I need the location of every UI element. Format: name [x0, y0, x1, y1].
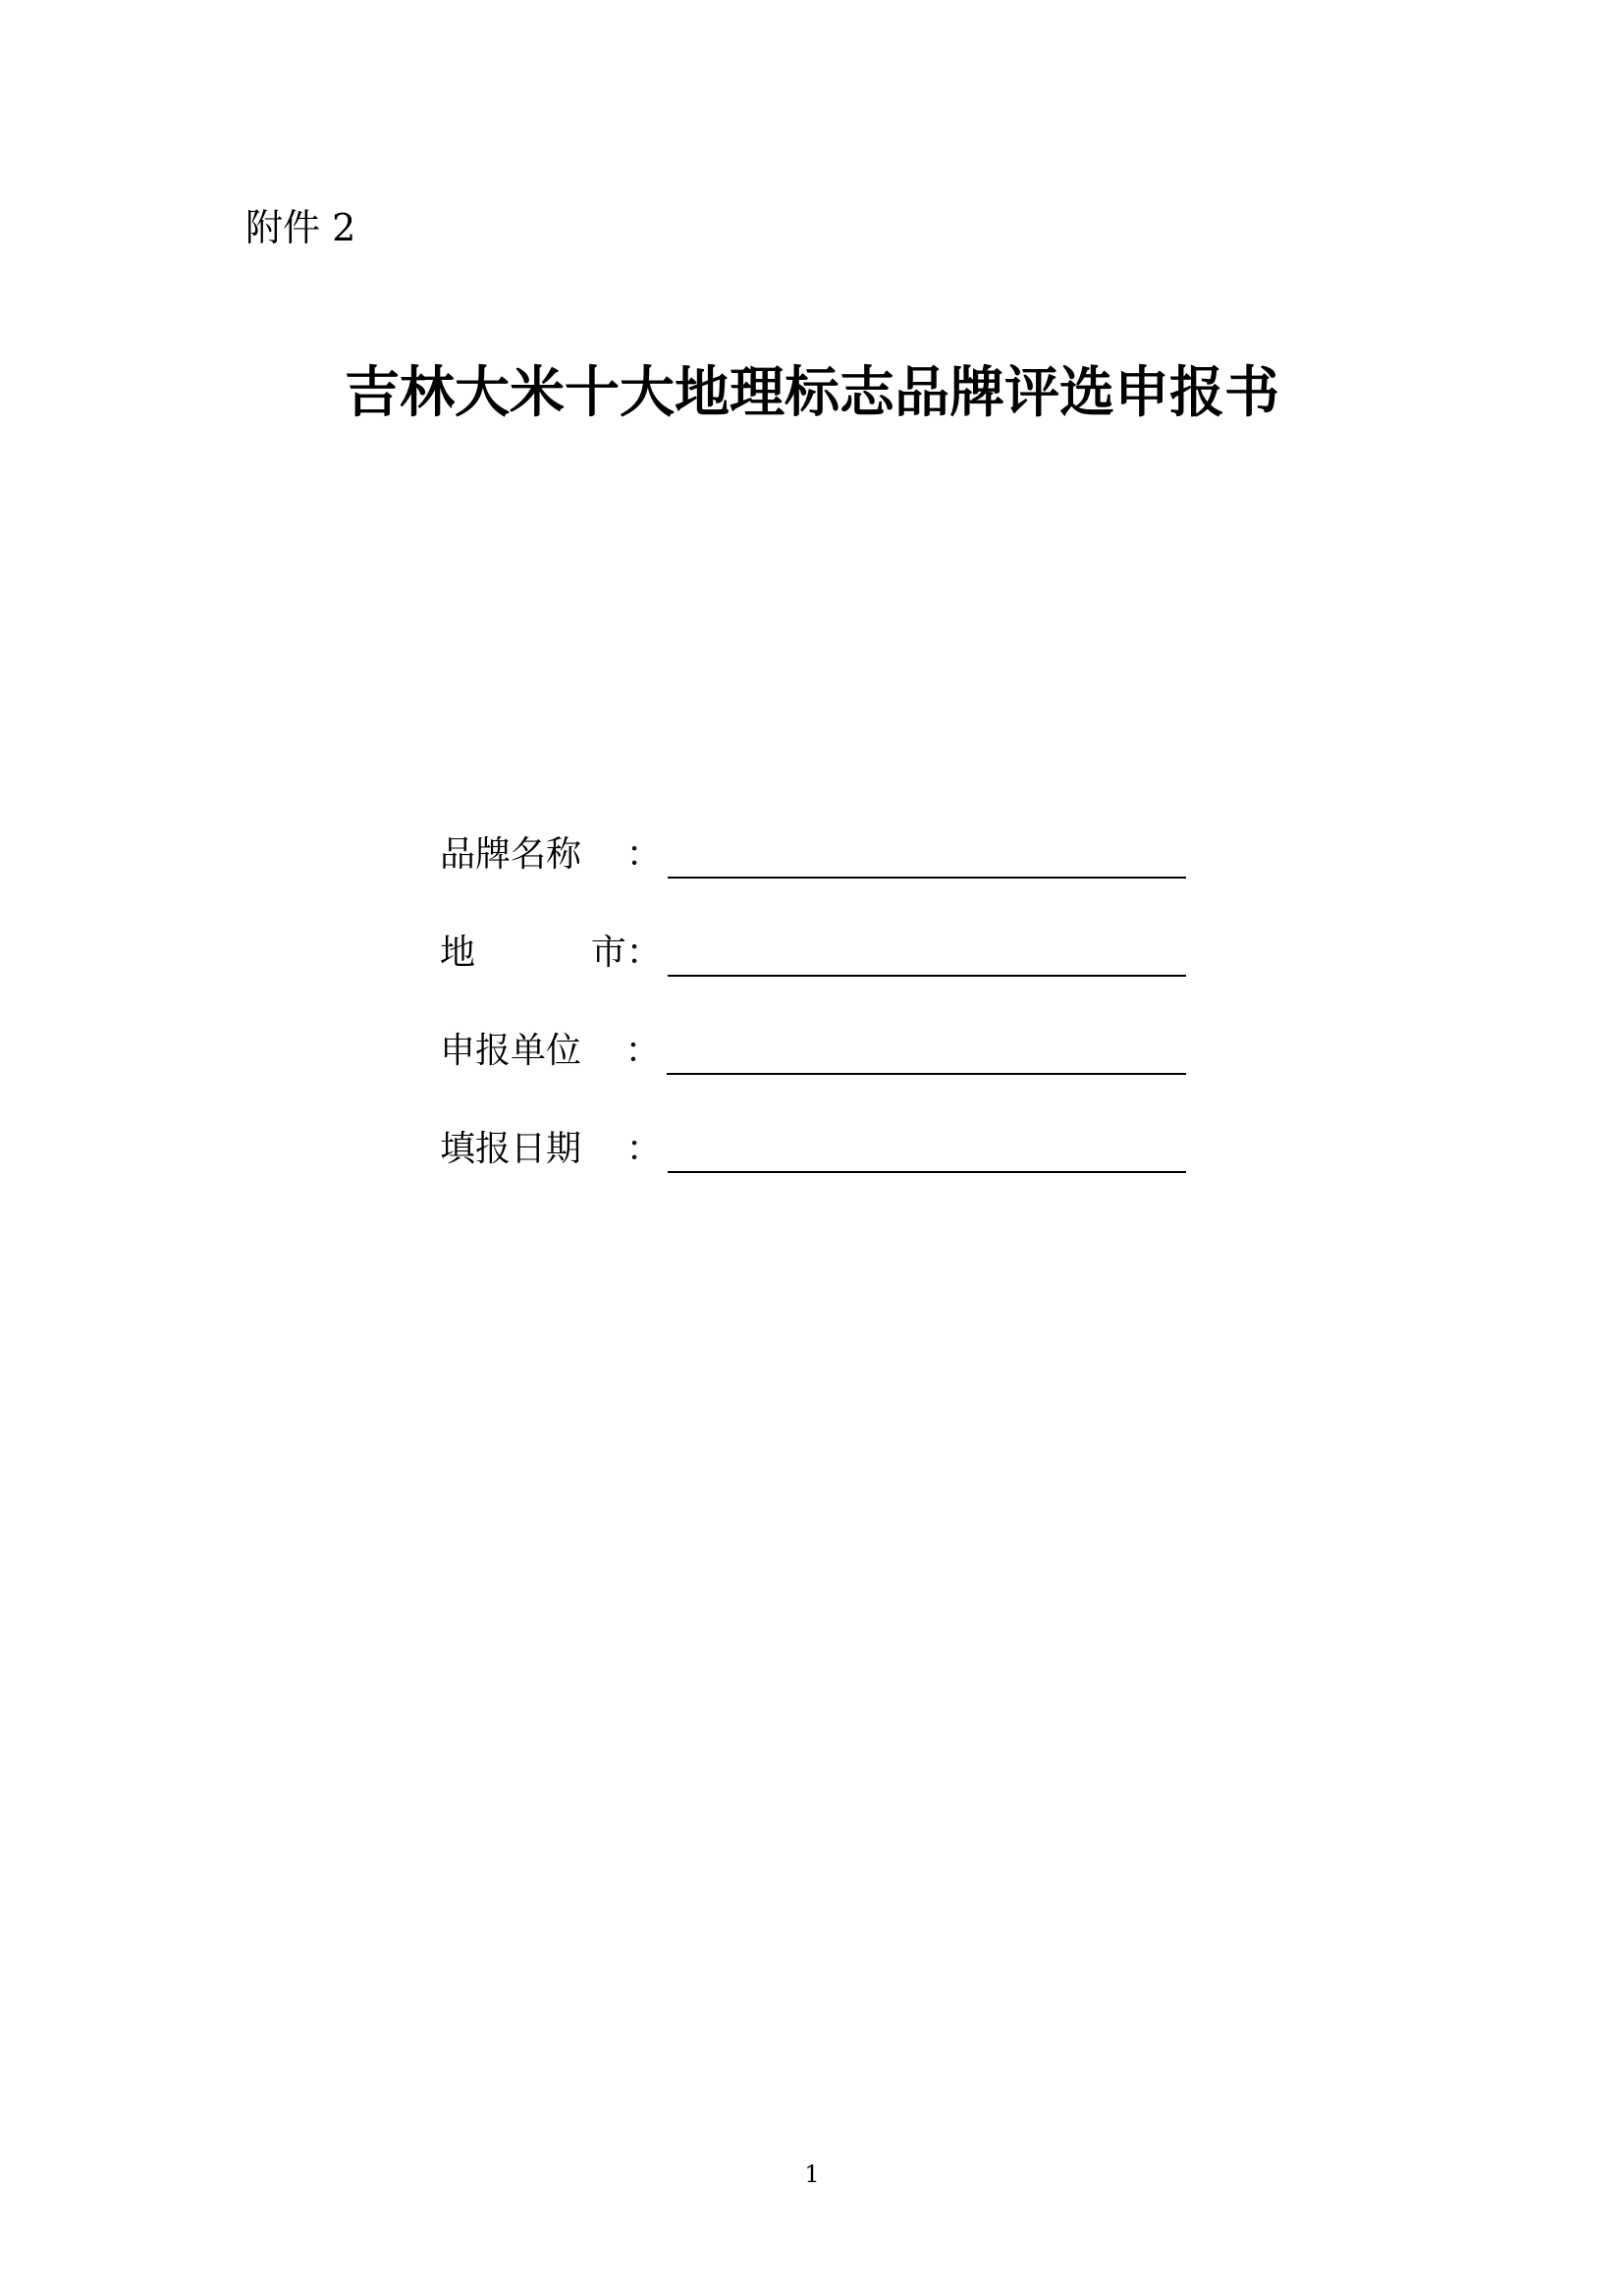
field-row-city: [440, 879, 1186, 977]
applicant-unit-field[interactable]: [667, 1028, 1186, 1075]
field-label-city: [440, 930, 626, 977]
field-row-applicant-unit: [440, 977, 1186, 1075]
document-title: 吉林大米十大地理标志品牌评选申报书: [345, 360, 1279, 425]
field-colon: ：: [625, 933, 662, 973]
page-number: 1: [804, 2161, 820, 2188]
field-row-brand-name: [440, 780, 1186, 879]
field-label-brand-name: 品牌名称: [440, 834, 582, 875]
fill-date-field[interactable]: [668, 1126, 1186, 1173]
field-label-city-last: 市: [590, 933, 626, 973]
brand-name-field[interactable]: [668, 831, 1186, 879]
field-colon: ：: [625, 834, 662, 875]
field-row-fill-date: [440, 1075, 1186, 1173]
field-label-city-first: 地: [440, 933, 476, 973]
field-label-fill-date: 填报日期: [440, 1129, 582, 1169]
field-label-applicant-unit: 申报单位: [440, 1031, 582, 1071]
city-field[interactable]: [668, 930, 1186, 977]
field-colon: ：: [625, 1129, 662, 1169]
field-colon: ：: [624, 1031, 661, 1071]
application-form-fields: [440, 780, 1186, 1173]
attachment-label: 附件 2: [245, 206, 356, 249]
